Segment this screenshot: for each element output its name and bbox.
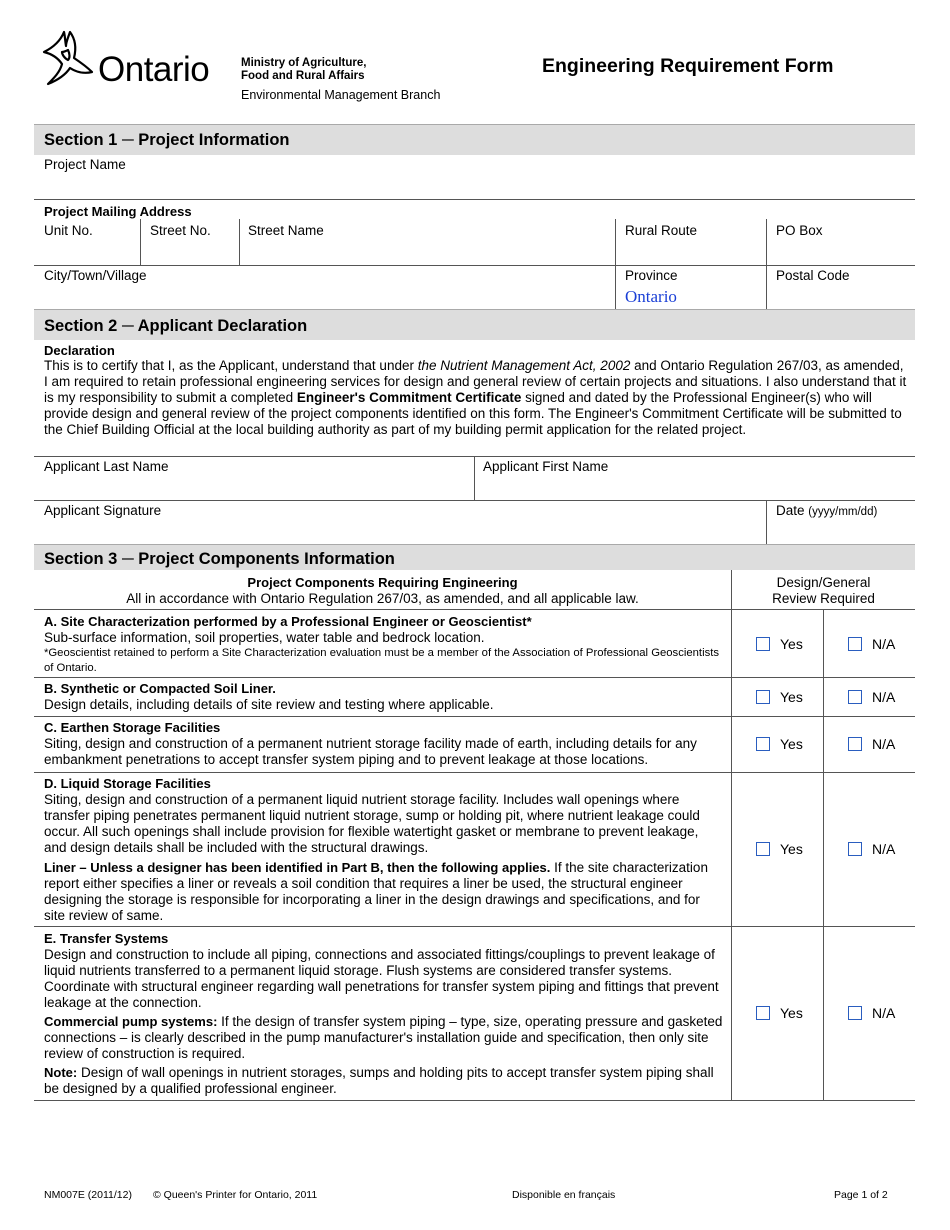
form-title: Engineering Requirement Form <box>542 55 834 77</box>
street-name-label: Street Name <box>248 223 324 238</box>
na-label: N/A <box>872 636 896 652</box>
divider <box>34 609 915 610</box>
components-subheading: All in accordance with Ontario Regulation 267/03, as amended, and all applicable law. <box>126 591 639 606</box>
component-b-title: B. Synthetic or Compacted Soil Liner. <box>44 681 276 696</box>
applicant-first-name-label: Applicant First Name <box>483 459 609 474</box>
component-e-title: E. Transfer Systems <box>44 931 169 946</box>
divider <box>34 199 915 200</box>
divider <box>731 570 732 1100</box>
component-a-na[interactable] <box>848 636 895 652</box>
checkbox-icon[interactable] <box>848 637 862 651</box>
component-c-yes[interactable] <box>756 736 803 752</box>
component-a-text: Sub-surface information, soil properties, water table and bedrock location. <box>44 630 485 645</box>
rural-route-label: Rural Route <box>625 223 698 238</box>
checkbox-icon[interactable] <box>848 737 862 751</box>
divider <box>34 500 915 501</box>
na-label: N/A <box>872 736 896 752</box>
applicant-first-name-field[interactable] <box>475 476 915 499</box>
mailing-address-label: Project Mailing Address <box>44 204 192 219</box>
checkbox-icon[interactable] <box>848 842 862 856</box>
component-c-na[interactable] <box>848 736 895 752</box>
na-label: N/A <box>872 1005 896 1021</box>
checkbox-icon[interactable] <box>756 637 770 651</box>
checkbox-icon[interactable] <box>848 1006 862 1020</box>
component-e-note <box>44 1065 724 1097</box>
ministry-name <box>241 57 366 83</box>
component-d-title: D. Liquid Storage Facilities <box>44 776 211 791</box>
applicant-last-name-field[interactable] <box>34 476 473 499</box>
declaration-act: the Nutrient Management Act, 2002 <box>417 358 631 373</box>
section-3-header: Section 3 ─ Project Components Information <box>34 544 915 570</box>
po-box-field[interactable] <box>767 240 915 264</box>
component-c <box>44 720 724 768</box>
checkbox-icon[interactable] <box>756 737 770 751</box>
components-heading: Project Components Requiring Engineering <box>247 575 518 590</box>
french-availability: Disponible en français <box>512 1189 616 1201</box>
divider <box>34 716 915 717</box>
divider <box>34 265 915 266</box>
yes-label: Yes <box>780 1005 803 1021</box>
project-name-field[interactable] <box>34 172 915 199</box>
declaration-certificate: Engineer's Commitment Certificate <box>296 390 522 405</box>
na-label: N/A <box>872 689 896 705</box>
component-e-pump-text: If the design of transfer system piping – type, size, operating pressure and gasketed connections – is clearly described in the pump manufacturer's installation guide and specification, then only site review of construction is required. <box>44 1014 723 1061</box>
ministry-line-1: Ministry of Agriculture, <box>241 57 367 69</box>
component-a <box>44 614 724 676</box>
form-code: NM007E (2011/12) <box>44 1189 132 1201</box>
branch-name: Environmental Management Branch <box>241 88 441 102</box>
divider <box>34 926 915 927</box>
component-d-na[interactable] <box>848 841 895 857</box>
component-e-na[interactable] <box>848 1005 895 1021</box>
component-d-yes[interactable] <box>756 841 803 857</box>
component-b <box>44 681 724 713</box>
divider <box>34 677 915 678</box>
divider <box>823 610 824 1100</box>
component-b-yes[interactable] <box>756 689 803 705</box>
checkbox-icon[interactable] <box>756 1006 770 1020</box>
component-e-note-heading: Note: <box>44 1065 78 1080</box>
component-e-text: Design and construction to include all piping, connections and associated fittings/couplings to prevent leakage of liquid nutrients transferred to a permanent liquid storage. Flush systems are considered transfer systems. Coordinate with structural engineer regarding wall penetrations for transfer system piping and fittings that prevent leakage at the connection. <box>44 947 719 1010</box>
province-label: Province <box>625 268 678 283</box>
component-a-title: A. Site Characterization performed by a Professional Engineer or Geoscientist* <box>44 614 532 629</box>
declaration-part-3: signed and dated by the Professional Engineer(s) who will provide design and general review of the project components identified on this form. The Engineer's Commitment Certificate will be submitted to the Chief Building Official at the local building authority as part of my building permit application for the related project. <box>44 390 902 437</box>
declaration-text <box>44 358 910 438</box>
postal-code-field[interactable] <box>767 284 915 308</box>
declaration-part-1: This is to certify that I, as the Applicant, understand that under <box>44 358 418 373</box>
street-no-field[interactable] <box>141 240 238 264</box>
review-heading-line-1: Design/General <box>776 575 871 590</box>
component-c-text: Siting, design and construction of a permanent nutrient storage facility made of earth, including details for any embankment penetrations to accept transfer system piping and to prevent leakage at those locations. <box>44 736 697 767</box>
applicant-last-name-label: Applicant Last Name <box>44 459 169 474</box>
section-2-header: Section 2 ─ Applicant Declaration <box>34 309 915 340</box>
component-d-liner <box>44 860 724 924</box>
rural-route-field[interactable] <box>616 240 765 264</box>
component-d-text: Siting, design and construction of a permanent liquid nutrient storage facility. Includes wall openings where transfer piping penetrates permanent liquid nutrient storage, sump or holding pit, where nutrient leakage could occur. All such openings shall include provision for flexible watertight gasket or membrane to prevent leakage, and design details shall be included with the structural drawings. <box>44 792 700 855</box>
street-name-field[interactable] <box>240 240 614 264</box>
date-field[interactable] <box>767 520 915 543</box>
po-box-label: PO Box <box>776 223 823 238</box>
component-e <box>44 931 724 1097</box>
divider <box>34 1100 915 1101</box>
component-c-title: C. Earthen Storage Facilities <box>44 720 221 735</box>
checkbox-icon[interactable] <box>756 690 770 704</box>
component-d <box>44 776 724 924</box>
divider <box>34 772 915 773</box>
checkbox-icon[interactable] <box>756 842 770 856</box>
component-e-note-text: Design of wall openings in nutrient storages, sumps and holding pits to accept transfer system piping shall be designed by a qualified professional engineer. <box>44 1065 714 1096</box>
city-field[interactable] <box>34 284 614 308</box>
date-format-hint: (yyyy/mm/dd) <box>808 506 878 518</box>
declaration-heading: Declaration <box>44 343 115 358</box>
yes-label: Yes <box>780 736 803 752</box>
checkbox-icon[interactable] <box>848 690 862 704</box>
section-1-header: Section 1 ─ Project Information <box>34 124 915 155</box>
applicant-signature-label: Applicant Signature <box>44 503 162 518</box>
ontario-trillium-icon <box>40 28 100 93</box>
date-label-text: Date <box>776 503 805 518</box>
component-b-text: Design details, including details of site review and testing where applicable. <box>44 697 494 712</box>
unit-no-field[interactable] <box>34 240 139 264</box>
province-value[interactable]: Ontario <box>625 287 677 306</box>
page-number: Page 1 of 2 <box>834 1189 888 1201</box>
street-no-label: Street No. <box>150 223 211 238</box>
component-e-yes[interactable] <box>756 1005 803 1021</box>
date-label <box>776 503 877 518</box>
component-e-pump <box>44 1014 724 1062</box>
na-label: N/A <box>872 841 896 857</box>
component-a-yes[interactable] <box>756 636 803 652</box>
postal-code-label: Postal Code <box>776 268 850 283</box>
ministry-line-2: Food and Rural Affairs <box>241 70 365 82</box>
component-a-note: *Geoscientist retained to perform a Site Characterization evaluation must be a member of the Association of Professional Geoscientists of Ontario. <box>44 647 720 674</box>
component-b-na[interactable] <box>848 689 895 705</box>
unit-no-label: Unit No. <box>44 223 93 238</box>
review-heading-line-2: Review Required <box>772 591 875 606</box>
city-label: City/Town/Village <box>44 268 147 283</box>
project-name-label: Project Name <box>44 157 126 172</box>
component-d-liner-heading: Liner – Unless a designer has been identified in Part B, then the following applies. <box>44 860 551 875</box>
copyright: © Queen's Printer for Ontario, 2011 <box>153 1189 318 1201</box>
yes-label: Yes <box>780 636 803 652</box>
applicant-signature-field[interactable] <box>34 520 765 543</box>
declaration-part-2: and Ontario Regulation 267/03, as amended, I am required to retain professional engineering services for design and general review of certain projects and situations. I also understand that it is my responsibility to submit a completed <box>44 358 907 405</box>
ontario-logo-text: Ontario <box>98 50 210 89</box>
component-d-liner-text: If the site characterization report either specifies a liner or reveals a soil condition that requires a liner be used, the structural engineer designing the storage is responsible for incorporating a liner in the design drawings and specifications, and for site review of same. <box>44 860 708 923</box>
divider <box>615 219 616 309</box>
yes-label: Yes <box>780 841 803 857</box>
component-e-pump-heading: Commercial pump systems: <box>44 1014 218 1029</box>
yes-label: Yes <box>780 689 803 705</box>
